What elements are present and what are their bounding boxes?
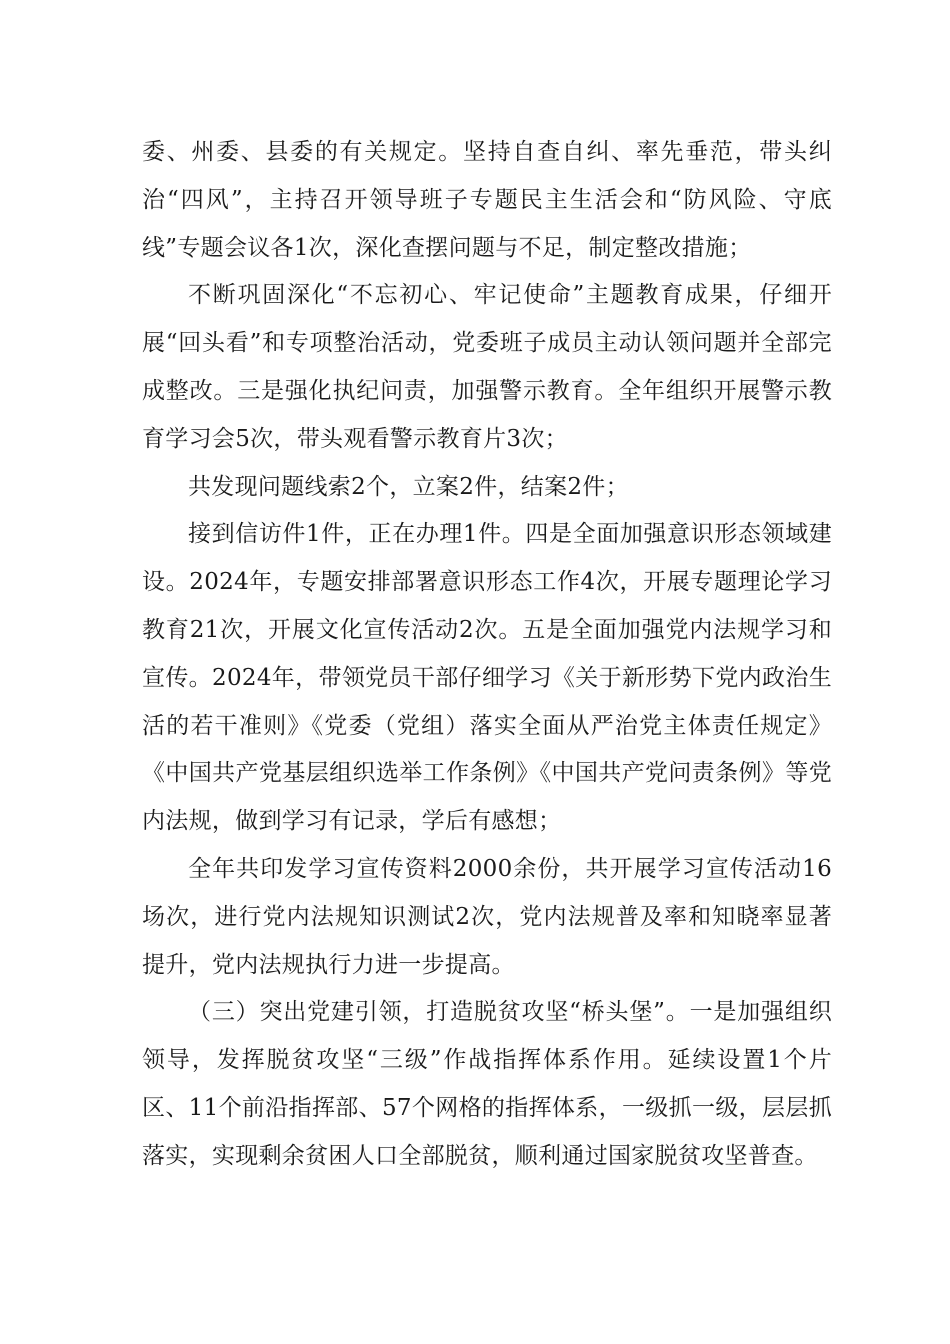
paragraph: 全年共印发学习宣传资料2000余份，共开展学习宣传活动16场次，进行党内法规知识测试2次，党内法规普及率和知晓率显著提升，党内法规执行力进一步提高。 <box>142 855 832 978</box>
paragraph-continuation: 委、州委、县委的有关规定。坚持自查自纠、率先垂范，带头纠治“四风”，主持召开领导班子专题民主生活会和“防风险、守底线”专题会议各1次，深化查摆问题与不足，制定整改措施； <box>142 139 832 261</box>
paragraph: 接到信访件1件，正在办理1件。四是全面加强意识形态领域建设。2024年，专题安排部署意识形态工作4次，开展专题理论学习教育21次，开展文化宣传活动2次。五是全面加强党内法规学习和宣传。2024年，带领党员干部仔细学习《关于新形势下党内政治生活的若干准则》《党委（党组）落实全面从严治党主体责任规定》《中国共产党基层组织选举工作条例》《中国共产党问责条例》等党内法规，做到学习有记录，学后有感想； <box>142 521 832 835</box>
document-body <box>142 129 832 1181</box>
section-paragraph: （三）突出党建引领，打造脱贫攻坚“桥头堡”。一是加强组织领导，发挥脱贫攻坚“三级”作战指挥体系作用。延续设置1个片区、11个前沿指挥部、57个网格的指挥体系，一级抓一级，层层抓落实，实现剩余贫困人口全部脱贫，顺利通过国家脱贫攻坚普查。 <box>142 999 832 1169</box>
paragraph: 不断巩固深化“不忘初心、牢记使命”主题教育成果，仔细开展“回头看”和专项整治活动，党委班子成员主动认领问题并全部完成整改。三是强化执纪问责，加强警示教育。全年组织开展警示教育学习会5次，带头观看警示教育片3次； <box>142 282 832 452</box>
paragraph: 共发现问题线索2个，立案2件，结案2件； <box>188 473 629 500</box>
